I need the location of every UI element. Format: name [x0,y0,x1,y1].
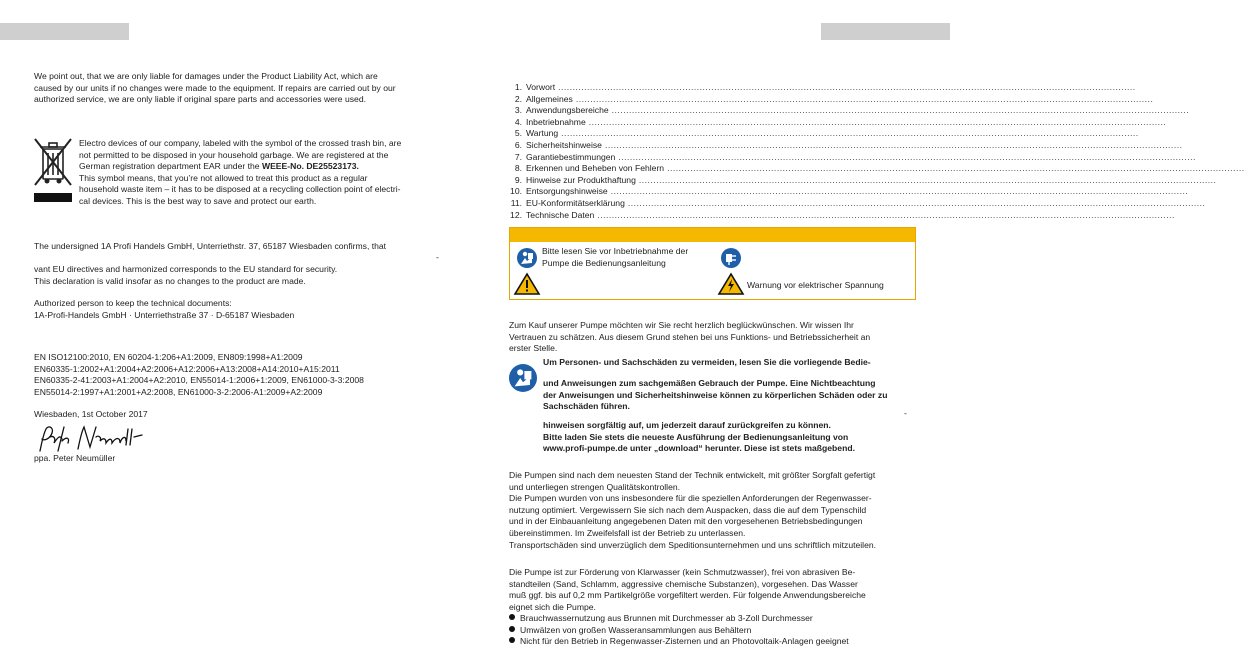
left-header-tab [0,23,129,40]
toc-entry-number: 9. [514,174,522,185]
list-item: Umwälzen von großen Wasseransammlungen aus Behältern [509,625,849,637]
toc-leader-dots: ........................................................................................................................................................................................................ [558,82,1136,92]
usage-paragraph: Die Pumpe ist zur Förderung von Klarwasser (kein Schmutzwasser), frei von abrasiven Be- standteilen (Sand, Schlamm, aggressive chemische Substanzen), vorgesehen. Das Wasser muß ggf. bis auf 0,2 mm Partikelgröße vorgefiltert werden. Für folgende Anwendungsbereiche eignet sich die Pumpe. [509,567,866,612]
warning-box [509,227,916,300]
development-paragraph: Die Pumpen sind nach dem neuesten Stand der Technik entwickelt, mit größter Sorgfalt gefertigt und unterliegen strengen Qualitätskontrollen. Die Pumpen wurden von uns insbesondere für die speziellen Anforderungen der Regenwasser- nutzung optimiert. Vergewissern Sie sich nach dem Auspacken, dass die auf dem Typenschild und in der Einbauanleitung angegebenen Daten mit den vorgesehenen Betriebsbedingungen übereinstimmen. Im Zweifelsfall ist der Betrieb zu unterlassen. Transportschäden sind unverzüglich dem Speditionsunternehmen und uns schriftlich mitzuteilen. [509,470,877,550]
toc-leader-dots: ........................................................................................................................................................................................................ [588,116,1167,127]
toc-entry [509,163,1245,175]
toc-entry-title: Erkennen und Beheben von Fehlern [526,163,665,174]
toc-entry-number: 7. [514,151,522,162]
table-of-contents [509,82,1245,221]
toc-entry [509,209,1175,222]
toc-entry-title: Sicherheitshinweise [526,139,602,150]
toc-entry [509,197,1206,210]
notice-dash: - [904,408,907,418]
toc-leader-dots: ........................................................................................................................................................................................................ [611,105,1190,116]
toc-entry [509,186,1189,198]
toc-entry-number: 8. [514,163,522,174]
toc-entry-title: Vorwort [526,82,556,92]
toc-entry-number: 3. [514,105,522,116]
list-item: Nicht für den Betrieb in Regenwasser-Zisternen und an Photovoltaik-Anlagen geeignet [509,636,849,648]
toc-leader-dots: ........................................................................................................................................................................................................ [561,128,1139,139]
toc-entry-number: 5. [514,128,522,139]
toc-entry-number: 6. [514,139,522,150]
read-manual-text: Bitte lesen Sie vor Inbetriebnahme der Pumpe die Bedienungsanleitung [542,246,689,268]
general-warning-icon [514,272,540,296]
standards-list: EN ISO12100:2010, EN 60204-1:206+A1:2009, EN809:1998+A1:2009 EN60335-1:2002+A1:2004+A2:2006+A12:2006+A13:2008+A14:2010+A15:2011 EN60335-2-41:2003+A1:2004+A2:2010, EN55014-1:2006+1:2009, EN61000-3-3:2008 EN55014-2:1997+A1:2001+A2:2008, EN61000-3-2:2006-A1:2009+A2:2009 [34,352,364,397]
signatory-name: ppa. Peter Neumüller [34,453,116,463]
toc-entry [509,151,1196,164]
toc-leader-dots: ........................................................................................................................................................................................................ [667,163,1245,174]
bullet-icon [509,614,515,620]
weee-paragraph: Electro devices of our company, labeled with the symbol of the crossed trash bin, are not permitted to be disposed in your household garbage. We are registered at the German registration department EAR under the WEEE-No. DE25523173. This symbol means, that you’re not allowed to treat this product as a regular household waste item – it has to be disposed at a recycling collection point of electri- cal devices. This is the best way to save and protect our earth. [79,138,402,206]
weee-number: WEEE-No. DE25523173. [261,161,359,172]
toc-entry-title: Wartung [526,128,559,139]
toc-leader-dots: ........................................................................................................................................................................................................ [604,139,1183,150]
bullet-icon [509,626,515,632]
toc-leader-dots: ........................................................................................................................................................................................................ [575,93,1154,104]
toc-entry-number: 11. [510,197,522,208]
warning-box-header [510,228,915,242]
toc-entry [509,93,1154,106]
list-item: Brauchwassernutzung aus Brunnen mit Durchmesser ab 3-Zoll Durchmesser [509,613,849,625]
toc-entry [509,116,1167,129]
confirmation-line: The undersigned 1A Profi Handels GmbH, Unterriethstr. 37, 65187 Wiesbaden confirms, that [34,241,387,251]
toc-entry-title: Hinweise zur Produkthaftung [526,174,636,185]
toc-leader-dots: ........................................................................................................................................................................................................ [610,186,1189,197]
toc-leader-dots: ........................................................................................................................................................................................................ [638,174,1217,185]
disconnect-power-icon [721,248,741,268]
toc-leader-dots: ........................................................................................................................................................................................................ [597,209,1175,220]
confirmation-paragraph: vant EU directives and harmonized corresponds to the EU standard for security. This declaration is valid insofar as no changes to the product are made. [34,264,338,286]
toc-leader-dots: ........................................................................................................................................................................................................ [618,151,1196,162]
toc-entry [509,82,1136,94]
toc-entry-number: 2. [514,93,522,104]
toc-entry [509,139,1183,152]
toc-entry-number: 10. [510,186,522,197]
toc-entry-title: Technische Daten [526,209,595,220]
toc-entry-title: Garantiebestimmungen [526,151,616,162]
toc-entry-title: Entsorgungshinweise [526,186,608,197]
read-manual-icon [517,248,537,268]
electric-voltage-warning-icon [718,272,744,296]
toc-entry-title: Anwendungsbereiche [526,105,609,116]
read-manual-notice-icon [509,364,537,392]
signature-image [34,423,144,455]
right-header-tab [821,23,950,40]
toc-entry [509,174,1217,187]
authorized-person: Authorized person to keep the technical documents: 1A-Profi-Handels GmbH · Unterriethstraße 37 · D-65187 Wiesbaden [34,298,295,320]
bullet-icon [509,637,515,643]
toc-entry [509,105,1190,117]
toc-entry-number: 12. [510,209,522,220]
toc-entry-title: EU-Konformitätserklärung [526,197,625,208]
liability-paragraph: We point out, that we are only liable for damages under the Product Liability Act, which are caused by our units if no changes were made to the equipment. If repairs are carried out by our authorized service, we are only liable if original spare parts and accessories were used. [34,71,396,105]
toc-entry-title: Allgemeines [526,93,573,104]
toc-entry-number: 1. [514,82,522,92]
toc-entry [509,128,1139,140]
voltage-warning-text: Warnung vor elektrischer Spannung [747,280,884,290]
toc-leader-dots: ........................................................................................................................................................................................................ [627,197,1206,208]
toc-entry-number: 4. [514,116,522,127]
notice-block-2: hinweisen sorgfältig auf, um jederzeit darauf zurückgreifen zu können. Bitte laden Sie stets die neueste Ausführung der Bedienungsanleitung von www.profi-pumpe.de unter „download“ herunter. Diese ist stets maßgebend. [543,420,855,454]
place-date: Wiesbaden, 1st October 2017 [34,409,148,419]
usage-bullet-list [509,613,849,648]
toc-entry-title: Inbetriebnahme [526,116,586,127]
notice-block: und Anweisungen zum sachgemäßen Gebrauch der Pumpe. Eine Nichtbeachtung der Anweisungen und Sicherheitshinweise können zu körperlichen Schäden oder zu Sachschäden führen. [543,378,888,412]
crossed-trash-bin-icon [33,137,73,203]
confirmation-dash: - [436,252,439,262]
intro-paragraph: Zum Kauf unserer Pumpe möchten wir Sie recht herzlich beglückwünschen. Wir wissen Ihr Vertrauen zu schätzen. Aus diesem Grund stehen bei uns Funktions- und Betriebssicherheit an erster Stelle. [509,320,871,354]
notice-line-1: Um Personen- und Sachschäden zu vermeiden, lesen Sie die vorliegende Bedie- [543,357,871,367]
